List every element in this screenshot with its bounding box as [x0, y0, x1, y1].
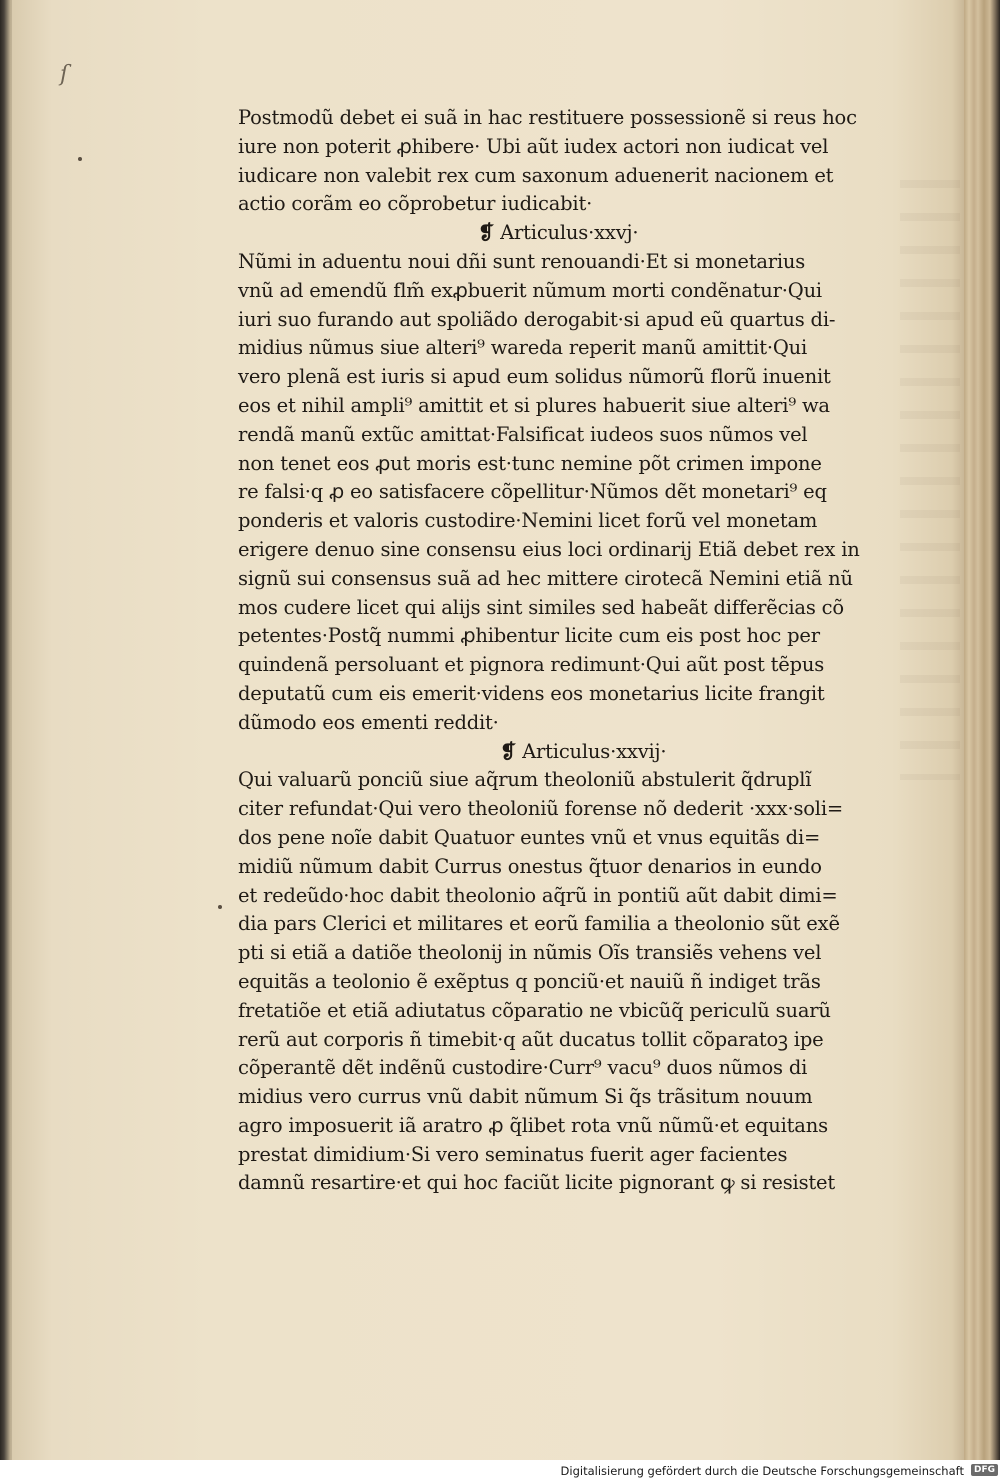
text-line: dũmodo eos ementi reddit· — [238, 710, 499, 734]
text-line: Nũmi in aduentu noui dñi sunt renouandi·Et si monetarius — [238, 249, 806, 273]
text-line: signũ sui consensus suã ad hec mittere cirotecã Nemini etiã nũ — [238, 566, 853, 590]
text-line: Qui valuarũ ponciũ siue aq̃rum theoloniũ abstulerit q̃druplĩ — [238, 768, 812, 792]
text-line: pti si etiã a datiõe theolonij in nũmis Oĩs transiẽs vehens vel — [238, 941, 822, 965]
text-line: midiũ nũmum dabit Currus onestus q̃tuor denarios in eundo — [238, 854, 822, 878]
text-line: Postmodũ debet ei suã in hac restituere possessionẽ si reus hoc — [238, 106, 857, 129]
text-line: ponderis et valoris custodire·Nemini licet forũ vel monetam — [238, 509, 818, 533]
text-line: midius nũmus siue alteri⁹ wareda reperit manũ amittit·Qui — [238, 336, 808, 360]
text-line: prestat dimidium·Si vero seminatus fuerit ager facientes — [238, 1142, 788, 1166]
text-line: re falsi·q ꝓ eo satisfacere cõpellitur·Nũmos dẽt monetari⁹ eq — [238, 480, 827, 504]
text-line: vnũ ad emendũ flm̃ exꝓbuerit nũmum morti condẽnatur·Qui — [238, 278, 822, 302]
text-line: et redeũdo·hoc dabit theolonio aq̃rũ in pontiũ aũt dabit dimi= — [238, 883, 838, 907]
text-line: cõperantẽ dẽt indẽnũ custodire·Curr⁹ vacu⁹ duos nũmos di — [238, 1056, 808, 1080]
paragraph-2 — [238, 248, 928, 738]
text-line: erigere denuo sine consensu eius loci ordinarij Etiã debet rex in — [238, 537, 860, 561]
text-line: damnũ resartire·et qui hoc faciũt licite pignorant ꝙ si resistet — [238, 1171, 835, 1195]
footer-credit: Digitalisierung gefördert durch die Deutsche Forschungsgemeinschaft — [560, 1464, 964, 1478]
text-line: mos cudere licet qui alijs sint similes sed habeãt differẽcias cõ — [238, 595, 844, 619]
text-line: iuri suo furando aut spoliãdo derogabit·si apud eũ quartus di- — [238, 307, 836, 331]
text-line: dos pene noĩe dabit Quatuor euntes vnũ et vnus equitãs di= — [238, 825, 821, 849]
text-line: iure non poterit ꝓhibere· Ubi aũt iudex actori non iudicat vel — [238, 134, 829, 158]
text-line: fretatiõe et etiã adiutatus cõparatio ne vbicũq̃ periculũ suarũ — [238, 998, 831, 1022]
text-line: equitãs a teolonio ẽ exẽptus q ponciũ·et nauiũ ñ indiget trãs — [238, 969, 821, 993]
article-heading-27: ❡ Articulus·xxvij· — [500, 739, 667, 763]
paragraph-3 — [238, 766, 928, 1198]
text-line: vero plenã est iuris si apud eum solidus nũmorũ florũ inuenit — [238, 365, 831, 389]
ink-dot — [218, 905, 222, 909]
main-text — [238, 104, 928, 1198]
text-line: midius vero currus vnũ dabit nũmum Si q̃s trãsitum nouum — [238, 1085, 813, 1109]
text-line: rerũ aut corporis ñ timebit·q aũt ducatus tollit cõparatoꝫ ipe — [238, 1027, 824, 1051]
text-line: citer refundat·Qui vero theoloniũ forense nõ dederit ·xxx·soli= — [238, 797, 844, 821]
text-line: iudicare non valebit rex cum saxonum aduenerit nacionem et — [238, 163, 834, 187]
text-line: quindenã persoluant et pignora redimunt·Qui aũt post tẽpus — [238, 653, 825, 677]
article-heading-26: ❡ Articulus·xxvj· — [478, 221, 639, 245]
text-line: deputatũ cum eis emerit·videns eos monetarius licite frangit — [238, 681, 825, 705]
text-line: agro imposuerit iã aratro ꝓ q̃libet rota vnũ nũmũ·et equitans — [238, 1113, 828, 1137]
page-edge — [964, 0, 1000, 1460]
dfg-logo: DFG — [971, 1464, 998, 1476]
ink-dot — [78, 157, 82, 161]
text-line: eos et nihil ampli⁹ amittit et si plures habuerit siue alteri⁹ wa — [238, 393, 830, 417]
paragraph-1 — [238, 104, 928, 219]
margin-mark: ſ — [60, 62, 69, 87]
text-line: rendã manũ extũc amittat·Falsificat iudeos suos nũmos vel — [238, 422, 808, 446]
text-line: dia pars Clerici et militares et eorũ familia a theolonio sũt exẽ — [238, 912, 840, 936]
text-line: petentes·Postq̃ nummi ꝓhibentur licite cum eis post hoc per — [238, 624, 820, 648]
text-line: non tenet eos ꝓut moris est·tunc nemine põt crimen impone — [238, 451, 822, 475]
text-line: actio corãm eo cõprobetur iudicabit· — [238, 192, 593, 216]
